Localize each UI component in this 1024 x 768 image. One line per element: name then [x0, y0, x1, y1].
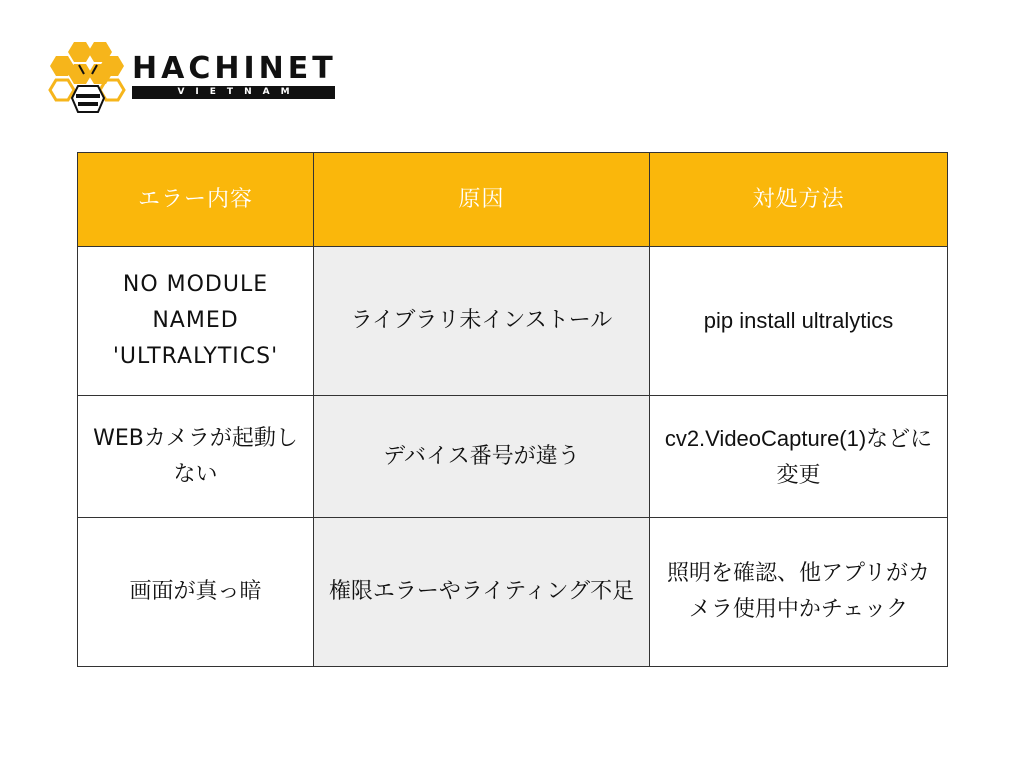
- header-error-content: エラー内容: [78, 153, 314, 247]
- error-cell: WEBカメラが起動しない: [78, 396, 314, 518]
- hachinet-logo: [48, 40, 348, 120]
- cause-cell: 権限エラーやライティング不足: [314, 518, 650, 667]
- table-row: [78, 247, 948, 396]
- error-text: NO MODULE NAMED 'ULTRALYTICS': [112, 272, 279, 369]
- table-row: [78, 518, 948, 667]
- error-table: [77, 152, 948, 667]
- error-cell: [78, 247, 314, 396]
- cause-cell: デバイス番号が違う: [314, 396, 650, 518]
- fix-cell: pip install ultralytics: [650, 247, 948, 396]
- table-row: [78, 396, 948, 518]
- header-fix: 対処方法: [650, 153, 948, 247]
- fix-cell: 照明を確認、他アプリがカメラ使用中かチェック: [650, 518, 948, 667]
- cause-cell: ライブラリ未インストール: [314, 247, 650, 396]
- table-header-row: [78, 153, 948, 247]
- error-cell: 画面が真っ暗: [78, 518, 314, 667]
- logo-sub-text: VIETNAM: [132, 86, 335, 99]
- honeycomb-bee-icon: [48, 40, 128, 120]
- fix-cell: cv2.VideoCapture(1)などに変更: [650, 396, 948, 518]
- logo-brand-text: HACHINET: [132, 51, 337, 86]
- header-cause: 原因: [314, 153, 650, 247]
